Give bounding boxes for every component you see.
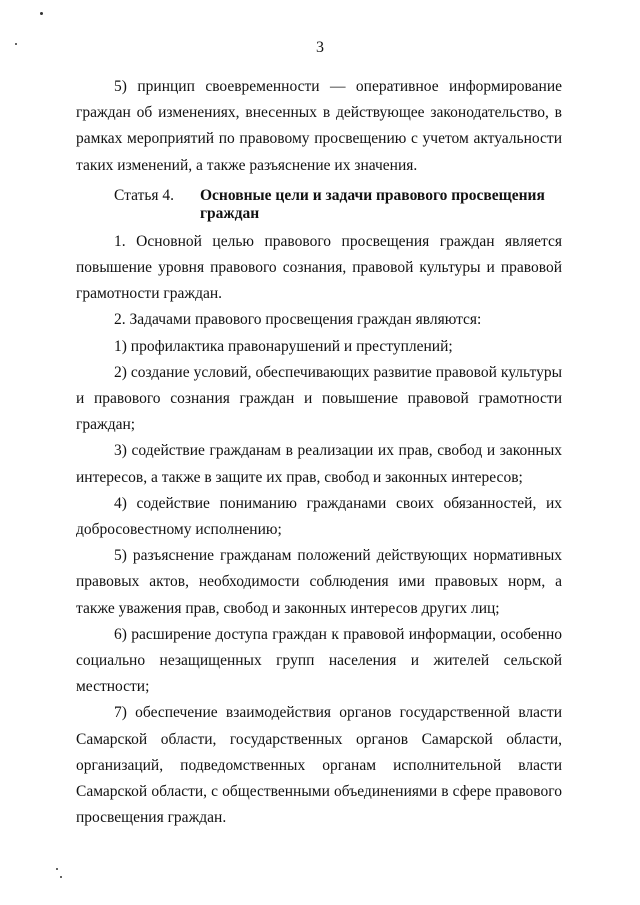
paragraph-principle-timeliness: 5) принцип своевременности — оперативное информирование граждан об изменениях, внесенных в действующее законодательство, в рамках мероприятий по правовому просвещению с учетом актуальности таких изменений, а также разъяснение их значения. [76,78,562,174]
paragraph-task-2: 2) создание условий, обеспечивающих развитие правовой культуры и правового сознания граждан и повышение правовой грамотности граждан; [76,363,562,434]
scan-speck [60,876,62,878]
paragraph-task-3: 3) содействие гражданам в реализации их прав, свобод и законных интересов, а также в защите их прав, свобод и законных интересов; [76,442,562,486]
article-heading [114,187,562,223]
scan-speck [40,12,43,15]
article-number: Статья 4. [114,186,175,204]
paragraph-task-7: 7) обеспечение взаимодействия органов государственной власти Самарской области, государственных органов Самарской области, организаций, подведомственных органам исполнительной власти Самарской области, с общественными объединениями в сфере правового просвещения граждан. [76,704,562,827]
paragraph-task-4: 4) содействие пониманию гражданами своих обязанностей, их добросовестному исполнению; [76,494,562,539]
paragraph-tasks-intro: 2. Задачами правового просвещения граждан являются: [114,311,482,329]
page-number: 3 [316,39,324,56]
paragraph-goal: 1. Основной целью правового просвещения граждан является повышение уровня правового сознания, правовой культуры и правовой грамотности граждан. [76,232,562,303]
paragraph-task-6: 6) расширение доступа граждан к правовой информации, особенно социально незащищенных групп населения и жителей сельской местности; [76,625,562,696]
article-title: Основные цели и задачи правового просвещения граждан [200,186,545,222]
document-body [76,74,562,831]
paragraph-task-1: 1) профилактика правонарушений и преступлений; [114,337,453,355]
paragraph-task-5: 5) разъяснение гражданам положений действующих нормативных правовых актов, необходимости соблюдения ими правовых норм, а также уважения прав, свобод и законных интересов других лиц; [76,547,562,617]
scan-speck [56,868,58,870]
